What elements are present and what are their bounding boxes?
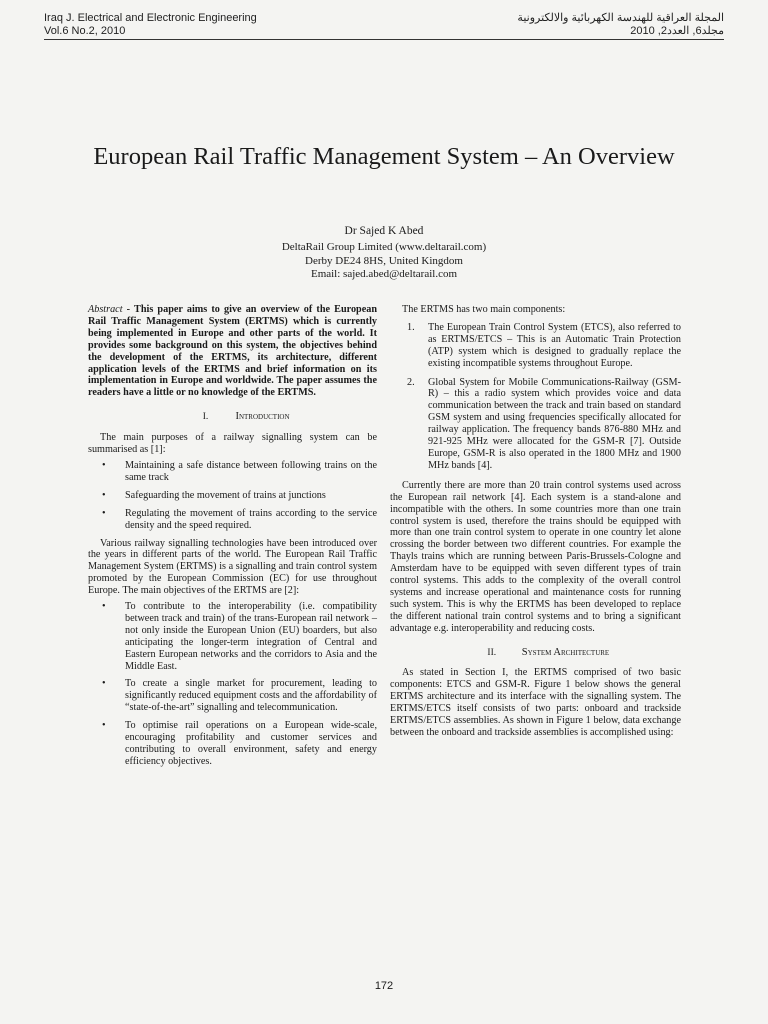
list-item: • Regulating the movement of trains according to the service density and the speed required. [102, 507, 377, 531]
author-name: Dr Sajed K Abed [344, 225, 424, 237]
section-number: I. [202, 412, 209, 423]
section-title: Introduction [235, 411, 290, 423]
bullet-icon: • [102, 720, 106, 732]
abstract [88, 304, 377, 399]
bullet-icon: • [102, 678, 106, 690]
header-rule [44, 39, 724, 40]
signalling-purposes-list [88, 460, 377, 532]
header-left [44, 12, 257, 38]
bullet-icon: • [102, 601, 106, 613]
list-number: 2. [407, 376, 415, 388]
journal-name-ar: المجلة العراقية للهندسة الكهربائية والالكترونية [517, 12, 724, 24]
list-item: • Maintaining a safe distance between following trains on the same track [102, 459, 377, 483]
journal-name-en: Iraq J. Electrical and Electronic Engineering [44, 12, 257, 24]
page-number: 172 [374, 980, 394, 992]
intro-paragraph: The main purposes of a railway signalling system can be summarised as [1]: [88, 432, 377, 456]
section-number: II. [487, 647, 497, 658]
journal-volume-en: Vol.6 No.2, 2010 [44, 25, 126, 37]
list-item: 1. The European Train Control System (ETCS), also referred to as ERTMS/ETCS – This is an Automatic Train Protection (ATP) system which is designed to gradually replace the existing incompatible systems throughout Europe. [407, 321, 681, 369]
journal-volume-ar: مجلد6, العدد2, 2010 [630, 25, 724, 37]
ertms-objectives-list [88, 601, 377, 768]
header-right [517, 12, 724, 38]
abstract-label: Abstract [88, 304, 123, 315]
bullet-icon: • [102, 489, 106, 501]
ertms-objectives-paragraph: Various railway signalling technologies have been introduced over the years in different parts of the world. The European Rail Traffic Management System (ERTMS) is a signalling and train control system promoted by the European Commission (EC) for use throughout Europe. The main objectives of the ERTMS are [2]: [88, 537, 377, 597]
list-item: • To contribute to the interoperability (i.e. compatibility between track and train) of the trans-European rail network – not only inside the European Union (EU) boarders, but also anticipating the longer-term integration of Central and Eastern European networks and the corridors to Asia and the Middle East. [102, 601, 377, 672]
list-number: 1. [407, 321, 415, 333]
paper-title: European Rail Traffic Management System – An Overview [93, 143, 675, 170]
list-item: • To optimise rail operations on a European wide-scale, encouraging profitability and customer services and contributing to overall environment, safety and energy efficiency objectives. [102, 720, 377, 767]
architecture-paragraph: As stated in Section I, the ERTMS comprised of two basic components: ETCS and GSM-R. Figure 1 below shows the general ERTMS architecture and its interface with the signalling system. The ERTMS/ETCS itself consists of two parts: onboard and trackside ERTMS/ETCS assemblies. As shown in Figure 1 below, data exchange between the onboard and trackside assemblies is accomplished using: [390, 667, 681, 738]
section-heading-introduction [88, 411, 377, 424]
abstract-text: - This paper aims to give an overview of the European Rail Traffic Management System (ERTMS) which is currently being implemented in Europe and other parts of the world. It provides some background on this system, the objectives behind the development of the ERTMS, its architecture, different application levels of the ERTMS and brief information on its implementation in Europe and worldwide. The paper assumes the readers have a little or no knowledge of the ERTMS. [88, 304, 377, 399]
section-title: System Architecture [521, 646, 610, 658]
section-heading-system-architecture [390, 647, 681, 660]
list-item: • To create a single market for procurement, leading to significantly reduced equipment costs and the affordability of “state-of-the-art” signalling and telecommunication. [102, 678, 377, 714]
bullet-icon: • [102, 507, 106, 519]
ertms-components-list [390, 322, 681, 472]
right-column [390, 304, 681, 739]
list-item: 2. Global System for Mobile Communications-Railway (GSM-R) – this a radio system which provides voice and data communication between the track and train based on standard GSM system and using frequencies specifically allocated for railway application. The frequency bands 876-880 MHz and 921-925 MHz were allocated for the GSM-R [7]. Outside Europe, GSM-R is also operated in the 1800 MHz and 1900 MHz bands [4]. [407, 376, 681, 471]
author-email: Email: sajed.abed@deltarail.com [310, 268, 458, 280]
components-intro: The ERTMS has two main components: [402, 304, 566, 315]
author-affiliation: DeltaRail Group Limited (www.deltarail.com) [281, 241, 487, 253]
list-item: • Safeguarding the movement of trains at junctions [102, 489, 326, 501]
train-control-systems-paragraph: Currently there are more than 20 train control systems used across the European rail network [4]. Each system is a stand-alone and incompatible with the others. In some countries more than one train control system is used, therefore the trains should be equipped with more than one train control system to operate in one country let alone crossing the border between two different countries. For example the Thayls trains which are running between Paris-Brussels-Cologne and Amsterdam have to be equipped with seven different types of train control systems. This adds to the complexity of the overall control systems and increase operational and maintenance costs for running such system. This is why the ERTMS has been developed to replace the different national train control systems and to bring a significant advantage e.g. interoperability and reducing costs. [390, 479, 681, 634]
left-column [88, 304, 377, 774]
bullet-icon: • [102, 459, 106, 471]
author-address: Derby DE24 8HS, United Kingdom [305, 255, 463, 267]
